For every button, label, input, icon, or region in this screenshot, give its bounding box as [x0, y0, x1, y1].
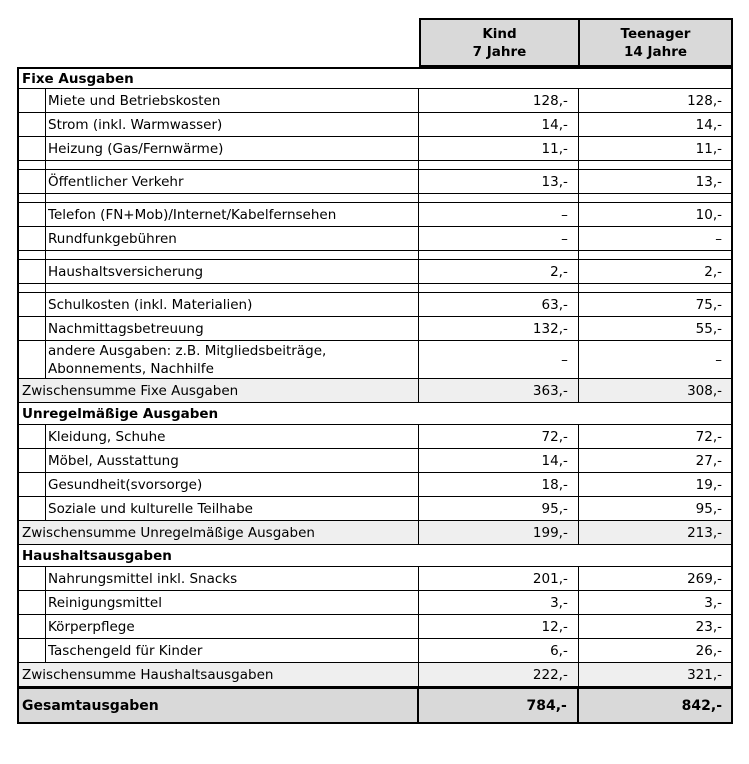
kind-value: 11,-: [419, 137, 579, 160]
kind-value: –: [419, 203, 579, 226]
table-row: [17, 425, 733, 449]
row-label: Möbel, Ausstattung: [19, 449, 419, 472]
table-row: [17, 293, 733, 317]
kind-value: 13,-: [419, 170, 579, 193]
teen-value: –: [715, 230, 722, 247]
row-label: Soziale und kulturelle Teilhabe: [19, 497, 419, 520]
grand-total-kind: 784,-: [419, 689, 579, 722]
header-teenager: [580, 18, 733, 67]
kind-value: 72,-: [419, 425, 579, 448]
subtotal-row-unregel: [17, 521, 733, 545]
subtotal-kind: 363,-: [419, 379, 579, 402]
row-label: Rundfunkgebühren: [19, 227, 419, 250]
spacer-row: [17, 161, 733, 170]
row-label: Haushaltsversicherung: [19, 260, 419, 283]
row-label: Taschengeld für Kinder: [19, 639, 419, 662]
header-teen-age: 14 Jahre: [623, 43, 688, 60]
header-blank: [17, 18, 419, 67]
kind-value: 14,-: [419, 449, 579, 472]
teen-value: 27,-: [695, 452, 722, 469]
subtotal-teen: 321,-: [687, 666, 723, 683]
table-row: [17, 591, 733, 615]
teen-value: 10,-: [695, 206, 722, 223]
row-label-line1: andere Ausgaben: z.B. Mitgliedsbeiträge,: [48, 342, 327, 359]
subtotal-kind: 222,-: [419, 663, 579, 686]
teen-value: 72,-: [695, 428, 722, 445]
row-label: Heizung (Gas/Fernwärme): [19, 137, 419, 160]
kind-value: 128,-: [419, 89, 579, 112]
teen-value: 19,-: [695, 476, 722, 493]
row-label: Öffentlicher Verkehr: [19, 170, 419, 193]
subtotal-teen: 308,-: [687, 382, 723, 399]
table-row: [17, 615, 733, 639]
row-label: Reinigungsmittel: [19, 591, 419, 614]
section-haushaltsausgaben: [17, 545, 733, 567]
subtotal-teen: 213,-: [687, 524, 723, 541]
table-header: [17, 18, 733, 67]
teen-value: 11,-: [695, 140, 722, 157]
kind-value: 12,-: [419, 615, 579, 638]
subtotal-label: Zwischensumme Haushaltsausgaben: [19, 663, 419, 686]
table-row: [17, 497, 733, 521]
grand-total-teen: 842,-: [681, 697, 723, 714]
table-row: [17, 113, 733, 137]
subtotal-row-fixe: [17, 379, 733, 403]
section-fixe-ausgaben: [17, 67, 733, 89]
expense-table: [17, 18, 733, 724]
kind-value: 95,-: [419, 497, 579, 520]
row-label: Gesundheit(svorsorge): [19, 473, 419, 496]
row-label: Schulkosten (inkl. Materialien): [19, 293, 419, 316]
kind-value: 3,-: [419, 591, 579, 614]
grand-total-label: Gesamtausgaben: [19, 689, 419, 722]
teen-value: 128,-: [687, 92, 722, 109]
teen-value: 13,-: [695, 173, 722, 190]
kind-value: 63,-: [419, 293, 579, 316]
table-row: [17, 567, 733, 591]
row-label: Miete und Betriebskosten: [19, 89, 419, 112]
header-teen-title: Teenager: [620, 25, 691, 42]
table-row: [17, 317, 733, 341]
subtotal-label: Zwischensumme Fixe Ausgaben: [19, 379, 419, 402]
kind-value: –: [419, 227, 579, 250]
kind-value: 14,-: [419, 113, 579, 136]
row-label: Kleidung, Schuhe: [19, 425, 419, 448]
subtotal-row-haushalt: [17, 663, 733, 687]
table-row: [17, 227, 733, 251]
kind-value: 201,-: [419, 567, 579, 590]
section-title: Haushaltsausgaben: [22, 547, 172, 564]
spacer-row: [17, 284, 733, 293]
teen-value: –: [715, 351, 722, 368]
teen-value: 269,-: [687, 570, 722, 587]
table-row: [17, 449, 733, 473]
row-label-line2: Abonnements, Nachhilfe: [48, 360, 214, 377]
teen-value: 14,-: [695, 116, 722, 133]
row-label: Telefon (FN+Mob)/Internet/Kabelfernsehen: [19, 203, 419, 226]
kind-value: 6,-: [419, 639, 579, 662]
row-label: Körperpflege: [19, 615, 419, 638]
table-row: [17, 639, 733, 663]
spacer-row: [17, 194, 733, 203]
header-kind-title: Kind: [482, 25, 517, 42]
teen-value: 75,-: [695, 296, 722, 313]
subtotal-kind: 199,-: [419, 521, 579, 544]
kind-value: 18,-: [419, 473, 579, 496]
grand-total-row: [17, 687, 733, 724]
table-row: [17, 260, 733, 284]
subtotal-label: Zwischensumme Unregelmäßige Ausgaben: [19, 521, 419, 544]
teen-value: 55,-: [695, 320, 722, 337]
table-row: [17, 341, 733, 379]
header-kind: [419, 18, 580, 67]
table-row: [17, 473, 733, 497]
section-unregelmaessige-ausgaben: [17, 403, 733, 425]
kind-value: –: [419, 341, 579, 378]
table-row: [17, 137, 733, 161]
teen-value: 2,-: [704, 263, 722, 280]
row-label: Strom (inkl. Warmwasser): [19, 113, 419, 136]
kind-value: 2,-: [419, 260, 579, 283]
teen-value: 26,-: [695, 642, 722, 659]
table-row: [17, 89, 733, 113]
row-label: Nachmittagsbetreuung: [19, 317, 419, 340]
row-label: [19, 341, 419, 378]
table-row: [17, 203, 733, 227]
kind-value: 132,-: [419, 317, 579, 340]
section-title: Unregelmäßige Ausgaben: [22, 405, 219, 422]
spacer-row: [17, 251, 733, 260]
teen-value: 95,-: [695, 500, 722, 517]
section-title: Fixe Ausgaben: [22, 70, 134, 87]
teen-value: 23,-: [695, 618, 722, 635]
header-kind-age: 7 Jahre: [472, 43, 527, 60]
teen-value: 3,-: [704, 594, 722, 611]
table-row: [17, 170, 733, 194]
row-label: Nahrungsmittel inkl. Snacks: [19, 567, 419, 590]
